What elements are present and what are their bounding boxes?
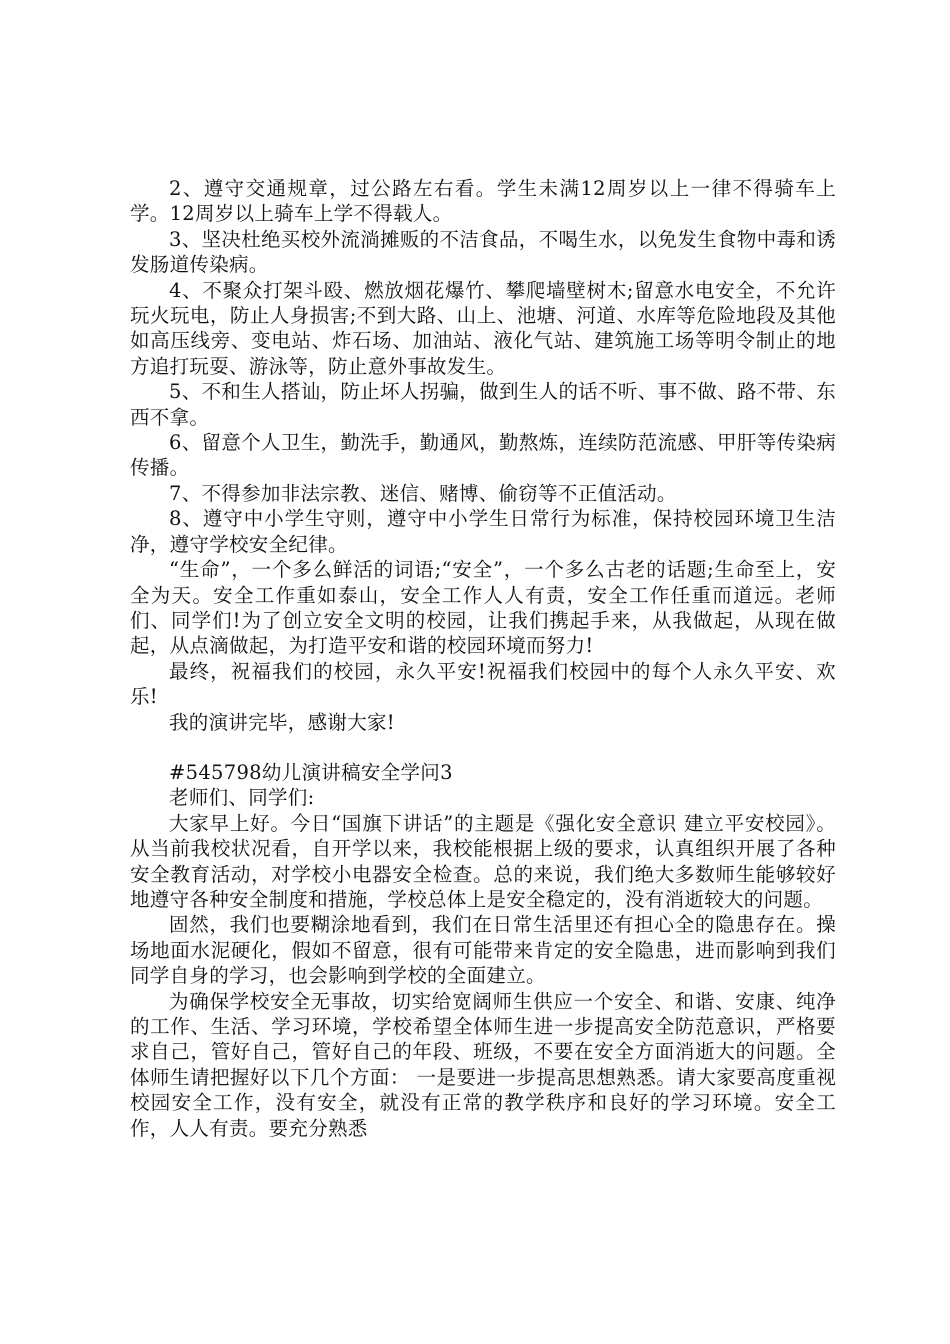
paragraph-closing: 我的演讲完毕，感谢大家! xyxy=(169,710,395,734)
section-title: #545798幼儿演讲稿安全学问3 xyxy=(169,760,453,784)
paragraph-rule-7: 7、不得参加非法宗教、迷信、赌博、偷窃等不正值活动。 xyxy=(169,481,677,505)
paragraph-rule-5: 5、不和生人搭讪，防止坏人拐骗，做到生人的话不听、事不做、路不带、东西不拿。 xyxy=(130,380,836,429)
paragraph-requirements: 为确保学校安全无事故，切实给宽阔师生供应一个安全、和谐、安康、纯净的工作、生活、学习环境，学校希望全体师生进一步提高安全防范意识，严格要求自己，管好自己，管好自己的年段、班级，不要在安全方面消逝大的问题。全体师生请把握好以下几个方面： 一是要进一步提高思想熟悉。请大家要高度重视校园安全工作，没有安全，就没有正常的教学秩序和良好的学习环境。安全工作，人人有责。要充分熟悉 xyxy=(130,989,836,1140)
paragraph-hazards: 固然，我们也要糊涂地看到，我们在日常生活里还有担心全的隐患存在。操场地面水泥硬化，假如不留意，很有可能带来肯定的安全隐患，进而影响到我们同学自身的学习，也会影响到学校的全面建立。 xyxy=(130,913,836,988)
paragraph-rule-8: 8、遵守中小学生守则，遵守中小学生日常行为标准，保持校园环境卫生洁净，遵守学校安全纪律。 xyxy=(130,507,836,556)
paragraph-rule-4: 4、不聚众打架斗殴、燃放烟花爆竹、攀爬墙壁树木;留意水电安全，不允许玩火玩电，防止人身损害;不到大路、山上、池塘、河道、水库等危险地段及其他如高压线旁、变电站、炸石场、加油站、液化气站、建筑施工场等明令制止的地方追打玩耍、游泳等，防止意外事故发生。 xyxy=(130,278,836,378)
paragraph-rule-6: 6、留意个人卫生，勤洗手，勤通风，勤熬炼，连续防范流感、甲肝等传染病传播。 xyxy=(130,431,836,480)
document-page xyxy=(130,176,836,1141)
paragraph-life-safety: “生命”，一个多么鲜活的词语;“安全”，一个多么古老的话题;生命至上，安全为天。安全工作重如泰山，安全工作人人有责，安全工作任重而道远。老师们、同学们!为了创立安全文明的校园，让我们携起手来，从我做起，从现在做起，从点滴做起，为打造平安和谐的校园环境而努力! xyxy=(130,558,836,658)
greeting: 老师们、同学们: xyxy=(169,786,315,810)
paragraph-opening: 大家早上好。今日“国旗下讲话”的主题是《强化安全意识 建立平安校园》。 从当前我校状况看，自开学以来，我校能根据上级的要求，认真组织开展了各种安全教育活动，对学校小电器安全检查。总的来说，我们绝大多数师生能够较好地遵守各种安全制度和措施，学校总体上是安全稳定的，没有消逝较大的问题。 xyxy=(130,811,836,911)
paragraph-rule-3: 3、坚决杜绝买校外流淌摊贩的不洁食品，不喝生水，以免发生食物中毒和诱发肠道传染病。 xyxy=(130,227,836,277)
paragraph-rule-2: 2、遵守交通规章，过公路左右看。学生未满12周岁以上一律不得骑车上学。12周岁以上骑车上学不得载人。 xyxy=(130,177,836,226)
paragraph-blessing: 最终，祝福我们的校园，永久平安!祝福我们校园中的每个人永久平安、欢乐! xyxy=(130,659,836,709)
section-gap xyxy=(130,735,836,760)
